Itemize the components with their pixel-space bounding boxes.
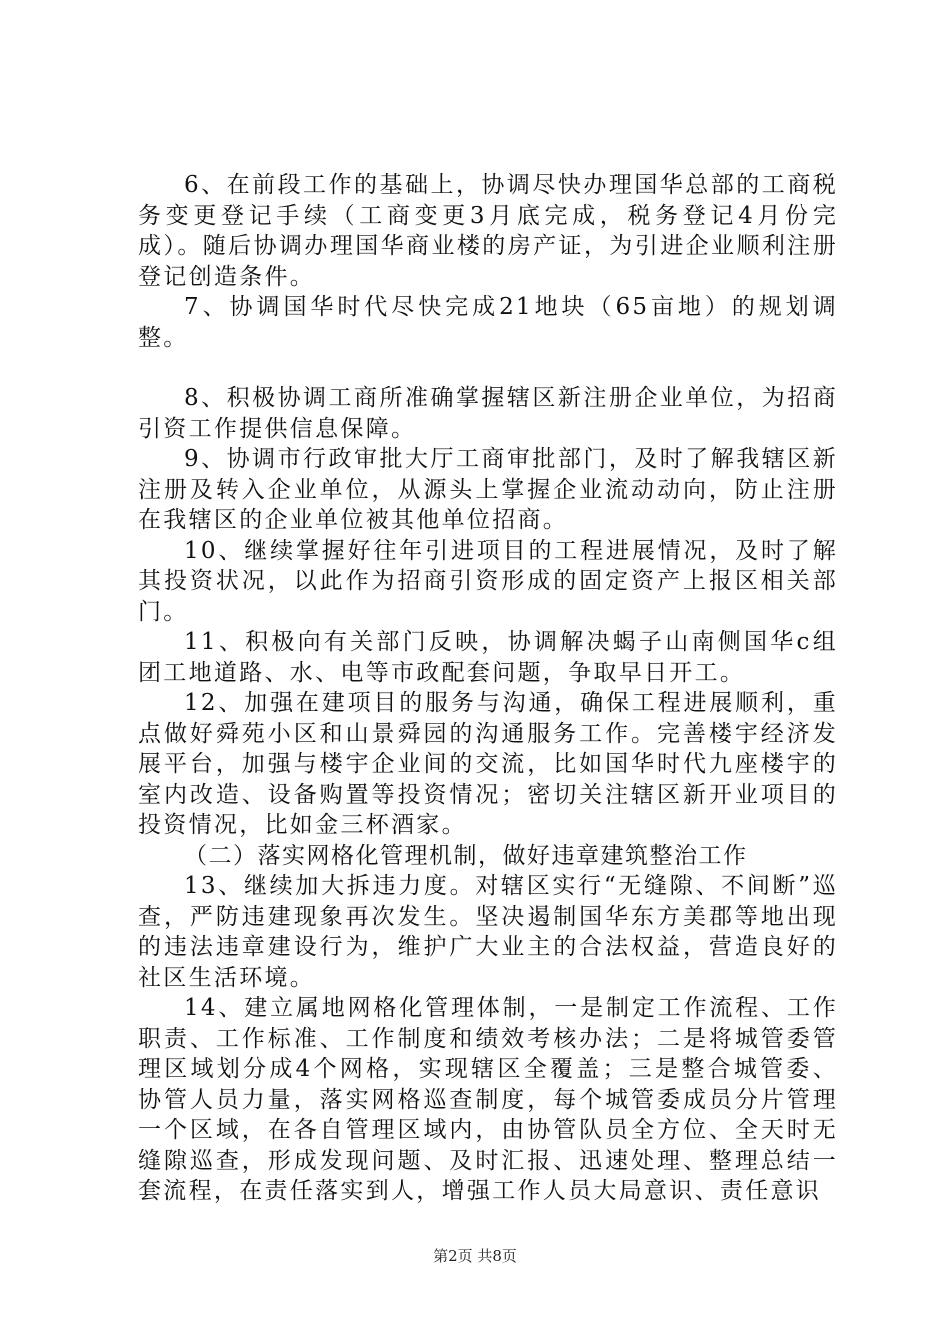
paragraph-item-14: 14、建立属地网格化管理体制，一是制定工作流程、工作职责、工作标准、工作制度和绩效考核办法；二是将城管委管理区域划分成4个网格，实现辖区全覆盖；三是整合城管委、协管人员力量，落实网格巡查制度，每个城管委成员分片管理一个区域，在各自管理区域内，由协管队员全方位、全天时无缝隙巡查，形成发现问题、及时汇报、迅速处理、整理总结一套流程，在责任落实到人，增强工作人员大局意识、责任意识 <box>138 995 838 1204</box>
paragraph-item-12: 12、加强在建项目的服务与沟通，确保工程进展顺利，重点做好舜苑小区和山景舜园的沟通服务工作。完善楼宇经济发展平台，加强与楼宇企业间的交流，比如国华时代九座楼宇的室内改造、设备购置等投资情况；密切关注辖区新开业项目的投资情况，比如金三杯酒家。 <box>138 690 838 838</box>
paragraph-item-6: 6、在前段工作的基础上，协调尽快办理国华总部的工商税务变更登记手续（工商变更3月底完成，税务登记4月份完成）。随后协调办理国华商业楼的房产证，为引进企业顺利注册登记创造条件。 <box>138 172 838 290</box>
page-number-footer: 第2页 共8页 <box>433 1247 517 1265</box>
paragraph-item-7: 7、协调国华时代尽快完成21地块（65亩地）的规划调整。 <box>138 294 838 351</box>
section-heading: （二）落实网格化管理机制，做好违章建筑整治工作 <box>184 842 748 869</box>
paragraph-item-11: 11、积极向有关部门反映，协调解决蝎子山南侧国华c组团工地道路、水、电等市政配套问题，争取早日开工。 <box>138 629 838 686</box>
document-body <box>138 170 838 1207</box>
paragraph-item-9: 9、协调市行政审批大厅工商审批部门，及时了解我辖区新注册及转入企业单位，从源头上掌握企业流动动向，防止注册在我辖区的企业单位被其他单位招商。 <box>138 446 838 533</box>
paragraph-item-8: 8、积极协调工商所准确掌握辖区新注册企业单位，为招商引资工作提供信息保障。 <box>138 385 838 442</box>
paragraph-item-10: 10、继续掌握好往年引进项目的工程进展情况，及时了解其投资状况，以此作为招商引资形成的固定资产上报区相关部门。 <box>138 537 838 625</box>
paragraph-item-13: 13、继续加大拆违力度。对辖区实行“无缝隙、不间断”巡查，严防违建现象再次发生。坚决遏制国华东方美郡等地出现的违法违章建设行为，维护广大业主的合法权益，营造良好的社区生活环境。 <box>138 873 838 991</box>
